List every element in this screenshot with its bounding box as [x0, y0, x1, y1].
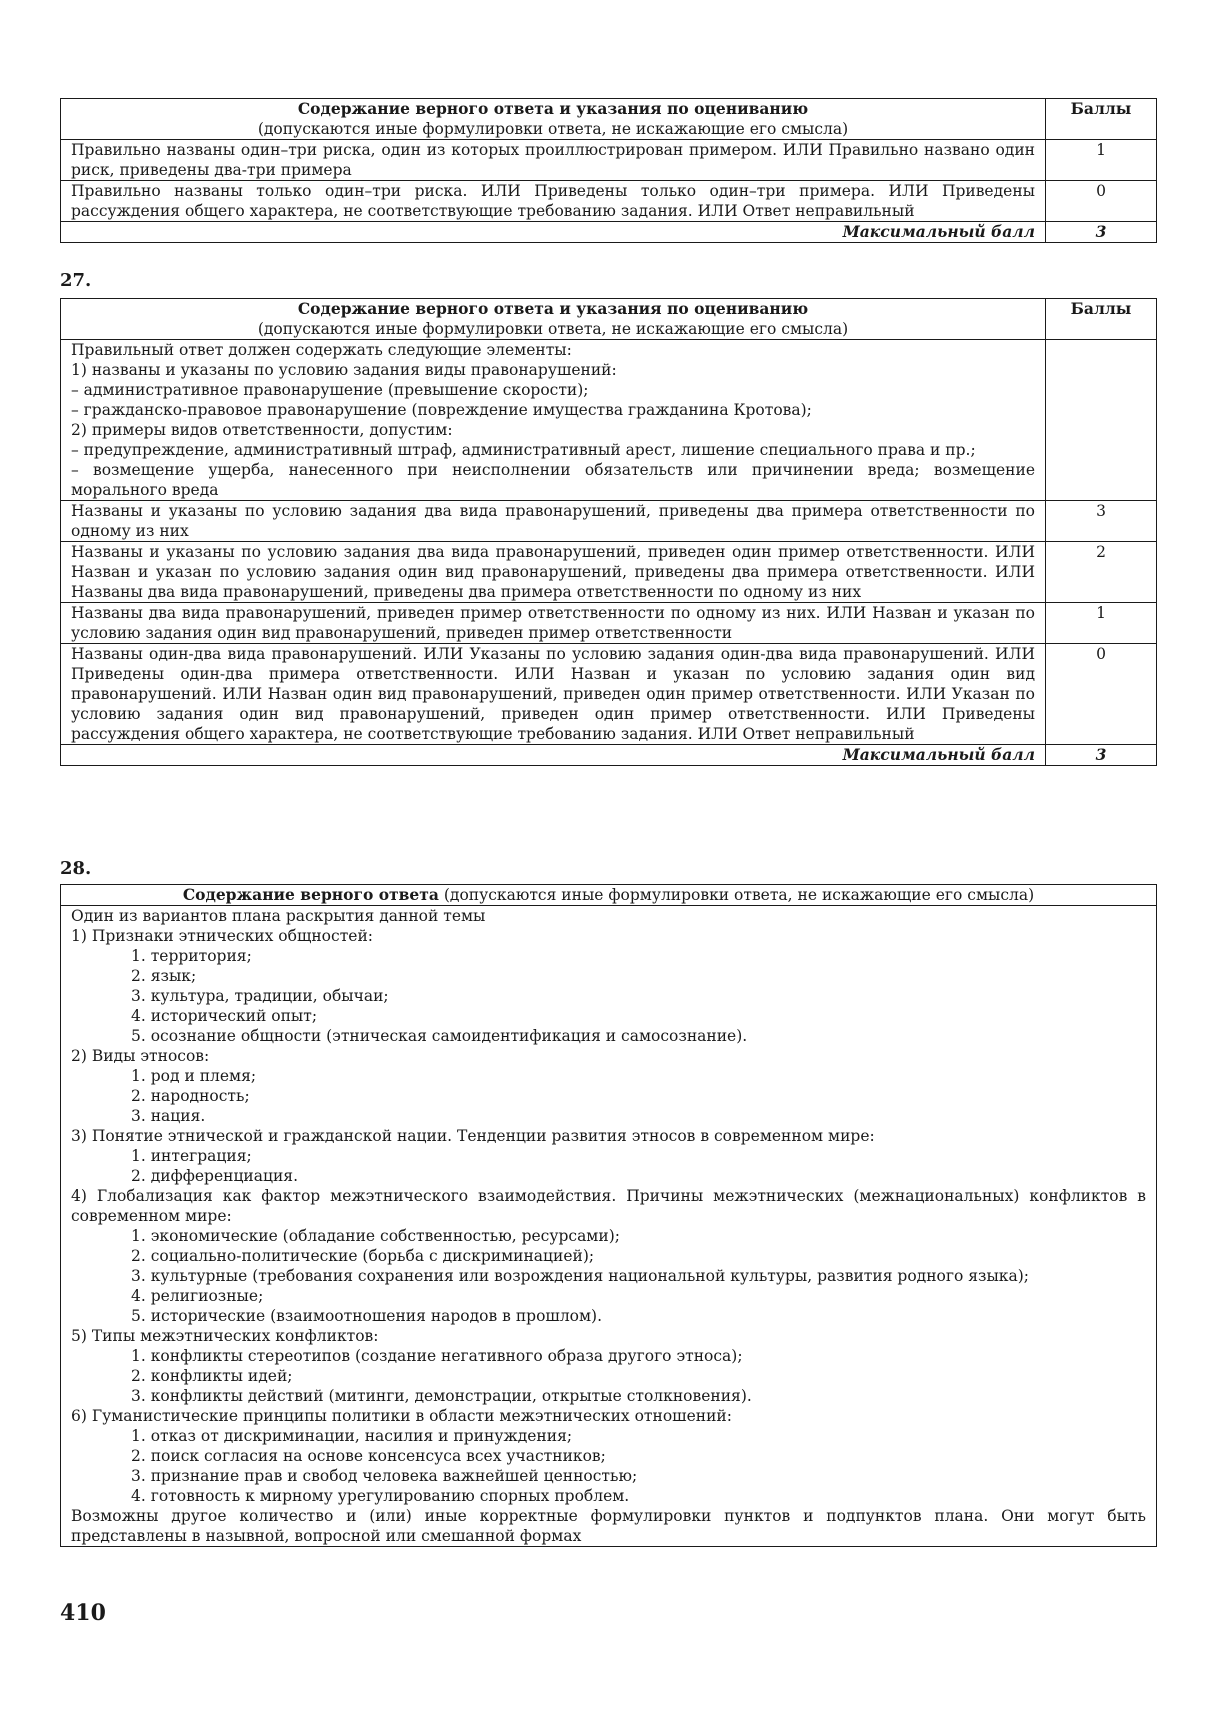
table-row — [61, 542, 1157, 603]
answer-content — [61, 340, 1046, 501]
plan-item: 2. язык; — [131, 967, 197, 985]
answer-line: – возмещение ущерба, нанесенного при неисполнении обязательств или причинении вреда; возмещение морального вреда — [71, 461, 1035, 499]
plan-section-title: 6) Гуманистические принципы политики в области межэтнических отношений: — [71, 1407, 732, 1425]
answer-line: 1) названы и указаны по условию задания виды правонарушений: — [71, 361, 617, 379]
plan-section-title: 2) Виды этносов: — [71, 1047, 210, 1065]
header-title: Содержание верного ответа — [182, 885, 439, 904]
max-score-row — [61, 745, 1157, 766]
criterion-points: 1 — [1046, 140, 1157, 181]
answer-line: – административное правонарушение (превышение скорости); — [71, 381, 589, 399]
plan-item: 2. социально-политические (борьба с дискриминацией); — [131, 1247, 595, 1265]
criterion-points: 0 — [1046, 644, 1157, 745]
max-score-value: 3 — [1046, 222, 1157, 243]
criterion-points: 2 — [1046, 542, 1157, 603]
plan-item: 2. конфликты идей; — [131, 1367, 293, 1385]
scoring-table-27 — [60, 298, 1157, 766]
answer-line: Правильный ответ должен содержать следующие элементы: — [71, 341, 572, 359]
plan-intro: Один из вариантов плана раскрытия данной темы — [71, 907, 486, 925]
question-number-27: 27. — [60, 270, 92, 291]
answer-row — [61, 340, 1157, 501]
table-row — [61, 181, 1157, 222]
plan-item: 3. культура, традиции, обычаи; — [131, 987, 389, 1005]
table-row — [61, 603, 1157, 644]
plan-footer-note: Возможны другое количество и (или) иные корректные формулировки пунктов и подпунктов плана. Они могут быть представлены в назывной, вопросной или смешанной формах — [71, 1507, 1146, 1545]
header-cell — [61, 299, 1046, 340]
empty-points-cell — [1046, 340, 1157, 501]
max-score-label: Максимальный балл — [61, 745, 1046, 766]
plan-item: 1. конфликты стереотипов (создание негативного образа другого этноса); — [131, 1347, 743, 1365]
criterion-points: 1 — [1046, 603, 1157, 644]
plan-item: 1. экономические (обладание собственностью, ресурсами); — [131, 1227, 620, 1245]
criterion-text: Названы и указаны по условию задания два вида правонарушений, приведены два примера ответственности по одному из них — [61, 501, 1046, 542]
plan-section-title: 3) Понятие этнической и гражданской нации. Тенденции развития этносов в современном мире: — [71, 1127, 875, 1145]
table-row — [61, 140, 1157, 181]
table-header-row — [61, 99, 1157, 140]
header-title: Содержание верного ответа и указания по оцениванию — [297, 99, 809, 118]
points-header: Баллы — [1046, 99, 1157, 140]
header-title: Содержание верного ответа и указания по оцениванию — [297, 299, 809, 318]
plan-item: 3. нация. — [131, 1107, 206, 1125]
plan-item: 5. исторические (взаимоотношения народов в прошлом). — [131, 1307, 603, 1325]
plan-item: 2. народность; — [131, 1087, 250, 1105]
plan-item: 5. осознание общности (этническая самоидентификация и самосознание). — [131, 1027, 748, 1045]
table-row — [61, 501, 1157, 542]
header-cell — [61, 885, 1157, 906]
plan-item: 4. готовность к мирному урегулированию спорных проблем. — [131, 1487, 630, 1505]
criterion-text: Названы два вида правонарушений, приведен пример ответственности по одному из них. ИЛИ Назван и указан по условию задания один вид правонарушений, приведен пример ответственности — [61, 603, 1046, 644]
plan-item: 2. поиск согласия на основе консенсуса всех участников; — [131, 1447, 606, 1465]
criterion-text: Названы и указаны по условию задания два вида правонарушений, приведен один пример ответственности. ИЛИ Назван и указан по условию задания один вид правонарушений, приведены два примера ответственности. ИЛИ Названы два вида правонарушений, приведены два примера ответственности по одному из них — [61, 542, 1046, 603]
plan-section-title: 4) Глобализация как фактор межэтнического взаимодействия. Причины межэтнических (межнациональных) конфликтов в современном мире: — [71, 1187, 1146, 1225]
plan-section-title: 5) Типы межэтнических конфликтов: — [71, 1327, 379, 1345]
criterion-points: 0 — [1046, 181, 1157, 222]
criterion-text: Правильно названы один–три риска, один из которых проиллюстрирован примером. ИЛИ Правильно названо один риск, приведены два-три примера — [61, 140, 1046, 181]
table-header-row — [61, 299, 1157, 340]
answer-line: 2) примеры видов ответственности, допустим: — [71, 421, 453, 439]
criterion-text: Названы один-два вида правонарушений. ИЛИ Указаны по условию задания один-два вида правонарушений. ИЛИ Приведены один-два примера ответственности. ИЛИ Назван и указан по условию задания один вид правонарушений. ИЛИ Назван один вид правонарушений, приведен один пример ответственности. ИЛИ Указан по условию задания один вид правонарушений, приведен один пример ответственности. ИЛИ Приведены рассуждения общего характера, не соответствующие требованию задания. ИЛИ Ответ неправильный — [61, 644, 1046, 745]
points-header: Баллы — [1046, 299, 1157, 340]
plan-item: 4. исторический опыт; — [131, 1007, 318, 1025]
question-number-28: 28. — [60, 858, 92, 879]
plan-table-28 — [60, 884, 1157, 1547]
max-score-value: 3 — [1046, 745, 1157, 766]
plan-item: 1. территория; — [131, 947, 252, 965]
plan-item: 1. род и племя; — [131, 1067, 257, 1085]
header-subtitle: (допускаются иные формулировки ответа, не искажающие его смысла) — [257, 120, 849, 138]
plan-item: 3. конфликты действий (митинги, демонстрации, открытые столкновения). — [131, 1387, 752, 1405]
plan-item: 1. отказ от дискриминации, насилия и принуждения; — [131, 1427, 573, 1445]
plan-item: 3. культурные (требования сохранения или возрождения национальной культуры, развития родного языка); — [131, 1267, 1030, 1285]
criterion-points: 3 — [1046, 501, 1157, 542]
plan-content — [61, 906, 1157, 1547]
plan-section-title: 1) Признаки этнических общностей: — [71, 927, 374, 945]
scoring-table-26 — [60, 98, 1157, 243]
plan-item: 1. интеграция; — [131, 1147, 252, 1165]
plan-item: 2. дифференциация. — [131, 1167, 298, 1185]
header-subtitle: (допускаются иные формулировки ответа, не искажающие его смысла) — [438, 886, 1035, 904]
page-number: 410 — [60, 1600, 106, 1626]
answer-line: – предупреждение, административный штраф, административный арест, лишение специального права и пр.; — [71, 441, 976, 459]
plan-item: 3. признание прав и свобод человека важнейшей ценностью; — [131, 1467, 638, 1485]
table-row — [61, 644, 1157, 745]
plan-row — [61, 906, 1157, 1547]
answer-line: – гражданско-правовое правонарушение (повреждение имущества гражданина Кротова); — [71, 401, 812, 419]
plan-item: 4. религиозные; — [131, 1287, 264, 1305]
table-header-row — [61, 885, 1157, 906]
criterion-text: Правильно названы только один–три риска. ИЛИ Приведены только один–три примера. ИЛИ Приведены рассуждения общего характера, не соответствующие требованию задания. ИЛИ Ответ неправильный — [61, 181, 1046, 222]
header-subtitle: (допускаются иные формулировки ответа, не искажающие его смысла) — [257, 320, 849, 338]
header-cell — [61, 99, 1046, 140]
max-score-row — [61, 222, 1157, 243]
max-score-label: Максимальный балл — [61, 222, 1046, 243]
